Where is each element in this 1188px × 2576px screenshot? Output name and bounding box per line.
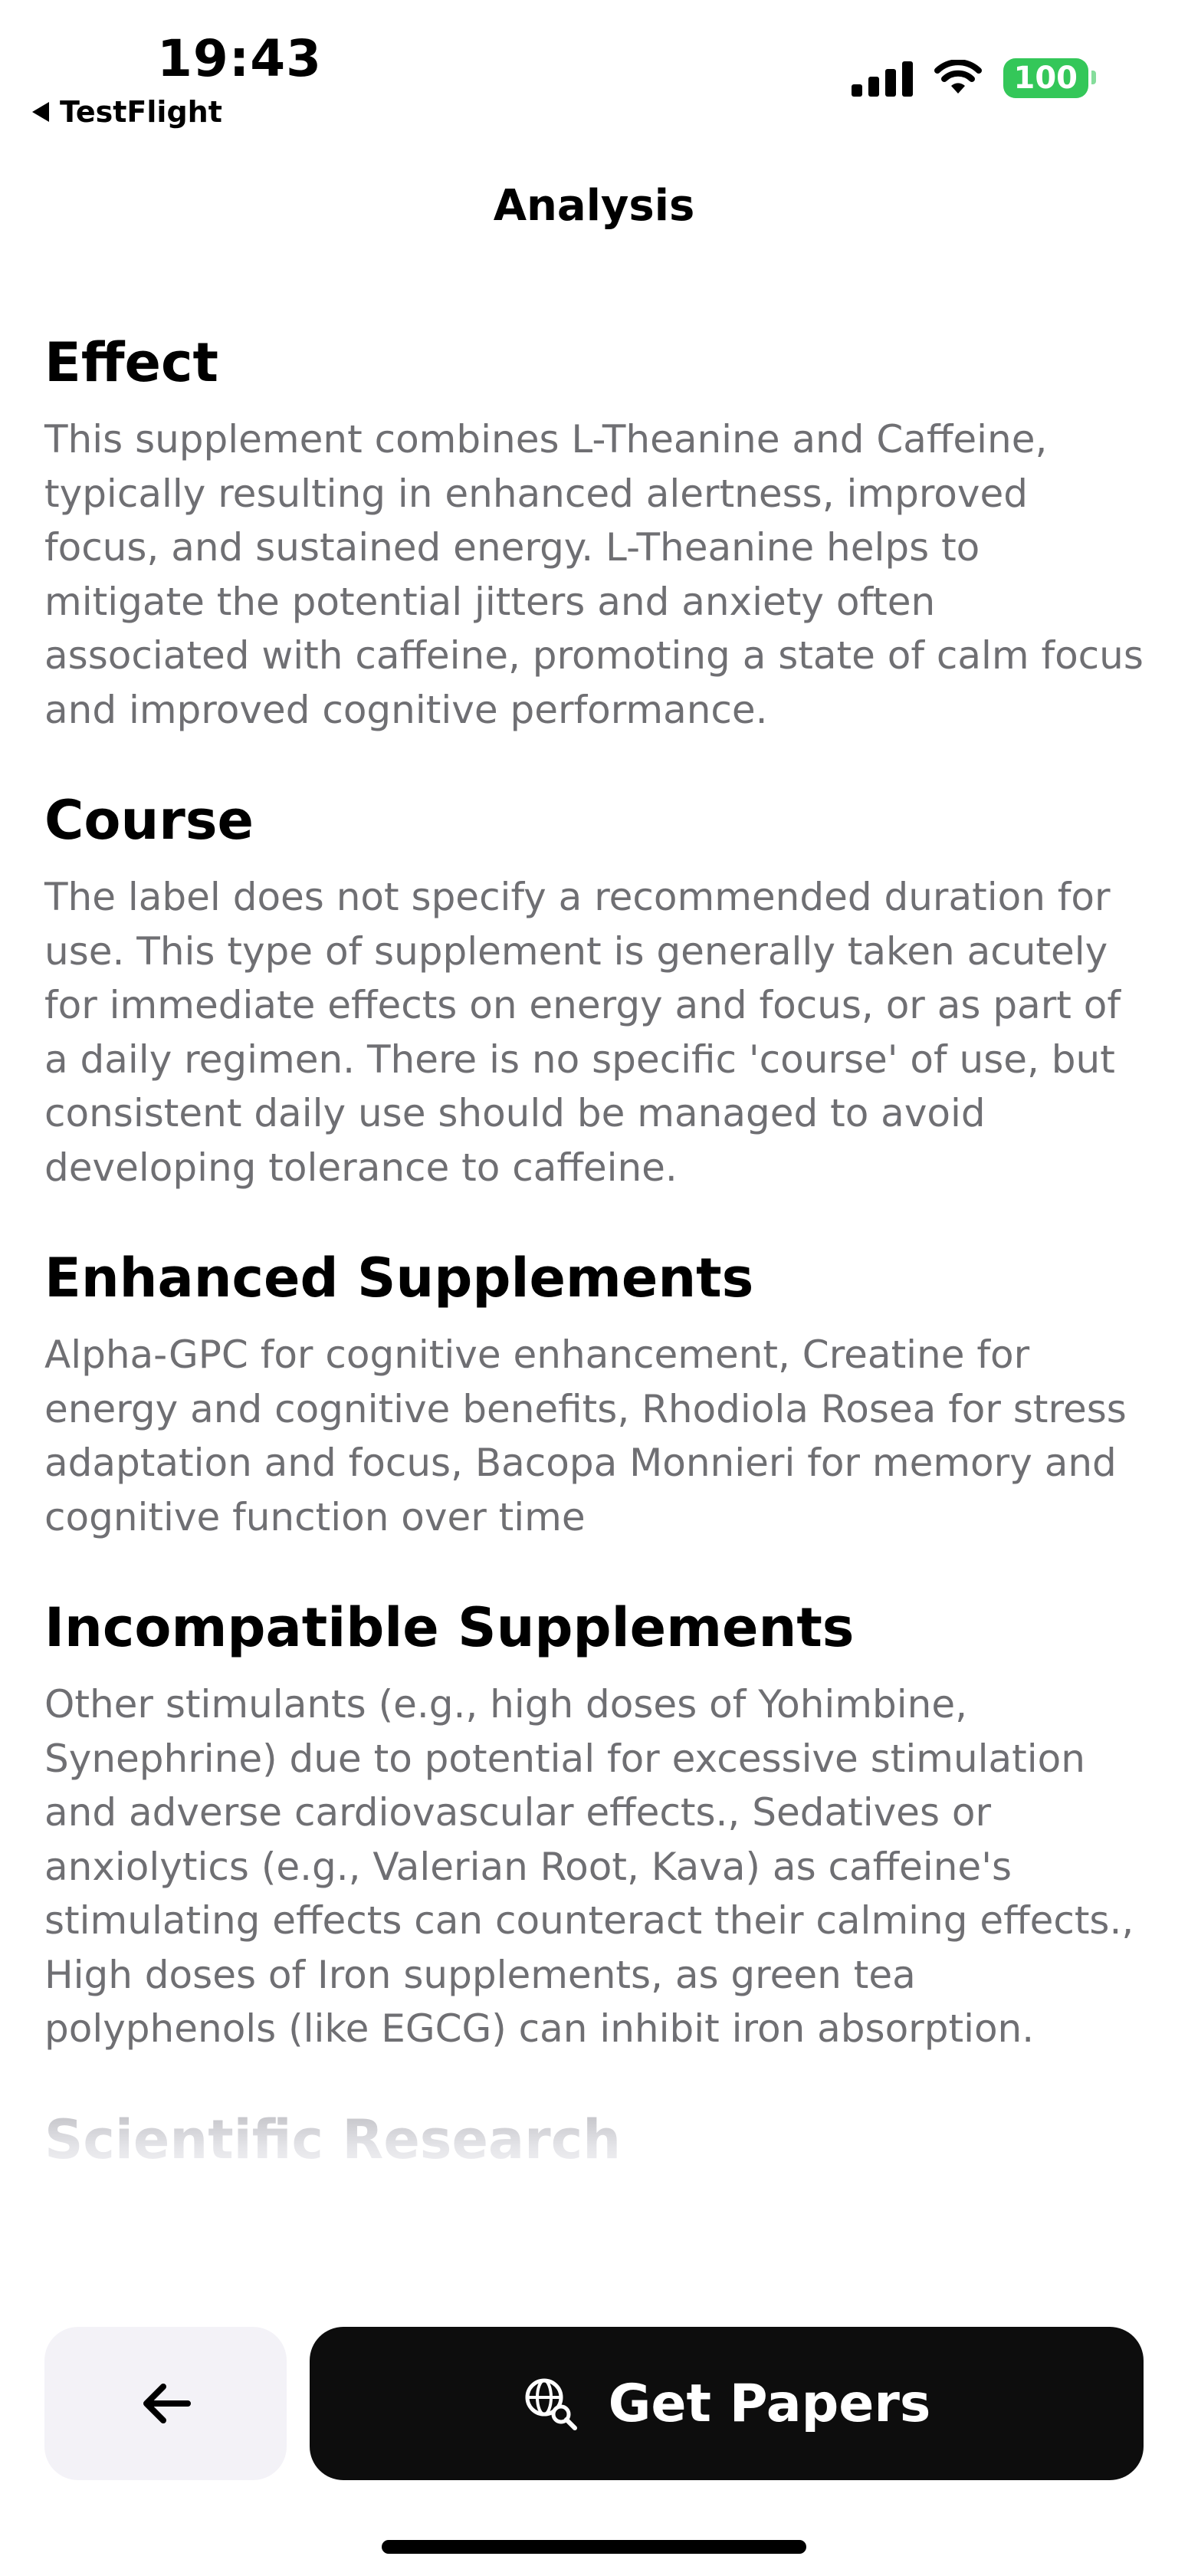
- section-title: Enhanced Supplements: [44, 1247, 754, 1309]
- section-body: This supplement combines L-Theanine and Caffeine, typically resulting in enhanced alertness, improved focus, and sustained energy. L-Theanine helps to mitigate the potential jitters and anxiety often associated with caffeine, promoting a state of calm focus and improved cognitive performance.: [44, 417, 1144, 732]
- section-incompatible-supplements: [44, 1595, 1148, 2056]
- globe-search-icon: [523, 2376, 578, 2431]
- back-button[interactable]: [44, 2327, 287, 2480]
- section-body: Other stimulants (e.g., high doses of Yohimbine, Synephrine) due to potential for excessive stimulation and adverse cardiovascular effects., Sedatives or anxiolytics (e.g., Valerian Root, Kava) as caffeine's stimulating effects can counteract their calming effects., High doses of Iron supplements, as green tea polyphenols (like EGCG) can inhibit iron absorption.: [44, 1682, 1134, 2051]
- get-papers-button[interactable]: [310, 2327, 1144, 2480]
- status-bar: [0, 0, 1188, 146]
- back-to-testflight[interactable]: [32, 95, 222, 129]
- status-icons: [852, 58, 1089, 98]
- get-papers-label: Get Papers: [608, 2373, 931, 2434]
- wifi-icon: [934, 60, 982, 97]
- section-body: Alpha-GPC for cognitive enhancement, Creatine for energy and cognitive benefits, Rhodiola Rosea for stress adaptation and focus, Bacopa Monnieri for memory and cognitive function over time: [44, 1332, 1127, 1539]
- section-body: The label does not specify a recommended duration for use. This type of supplement is generally taken acutely for immediate effects on energy and focus, or as part of a daily regimen. There is no specific 'course' of use, but consistent daily use should be managed to avoid developing tolerance to caffeine.: [44, 875, 1121, 1190]
- cellular-signal-icon: [852, 60, 913, 97]
- home-indicator[interactable]: [382, 2540, 806, 2554]
- back-triangle-icon: [32, 102, 49, 122]
- section-title: Effect: [44, 331, 218, 394]
- section-title: Scientific Research: [44, 2107, 1148, 2173]
- page-title: Analysis: [493, 181, 695, 231]
- back-app-label: TestFlight: [60, 95, 222, 129]
- scroll-fade-overlay: [0, 2223, 1188, 2323]
- section-scientific-research: [44, 2107, 1148, 2173]
- section-title: Course: [44, 789, 254, 852]
- section-course: [44, 787, 1148, 1194]
- section-enhanced-supplements: [44, 1245, 1148, 1544]
- section-title: Incompatible Supplements: [44, 1596, 855, 1659]
- analysis-content: [44, 330, 1148, 2223]
- battery-indicator: 100: [1003, 58, 1089, 98]
- section-effect: [44, 330, 1148, 737]
- arrow-left-icon: [139, 2380, 192, 2426]
- status-time: 19:43: [157, 29, 323, 88]
